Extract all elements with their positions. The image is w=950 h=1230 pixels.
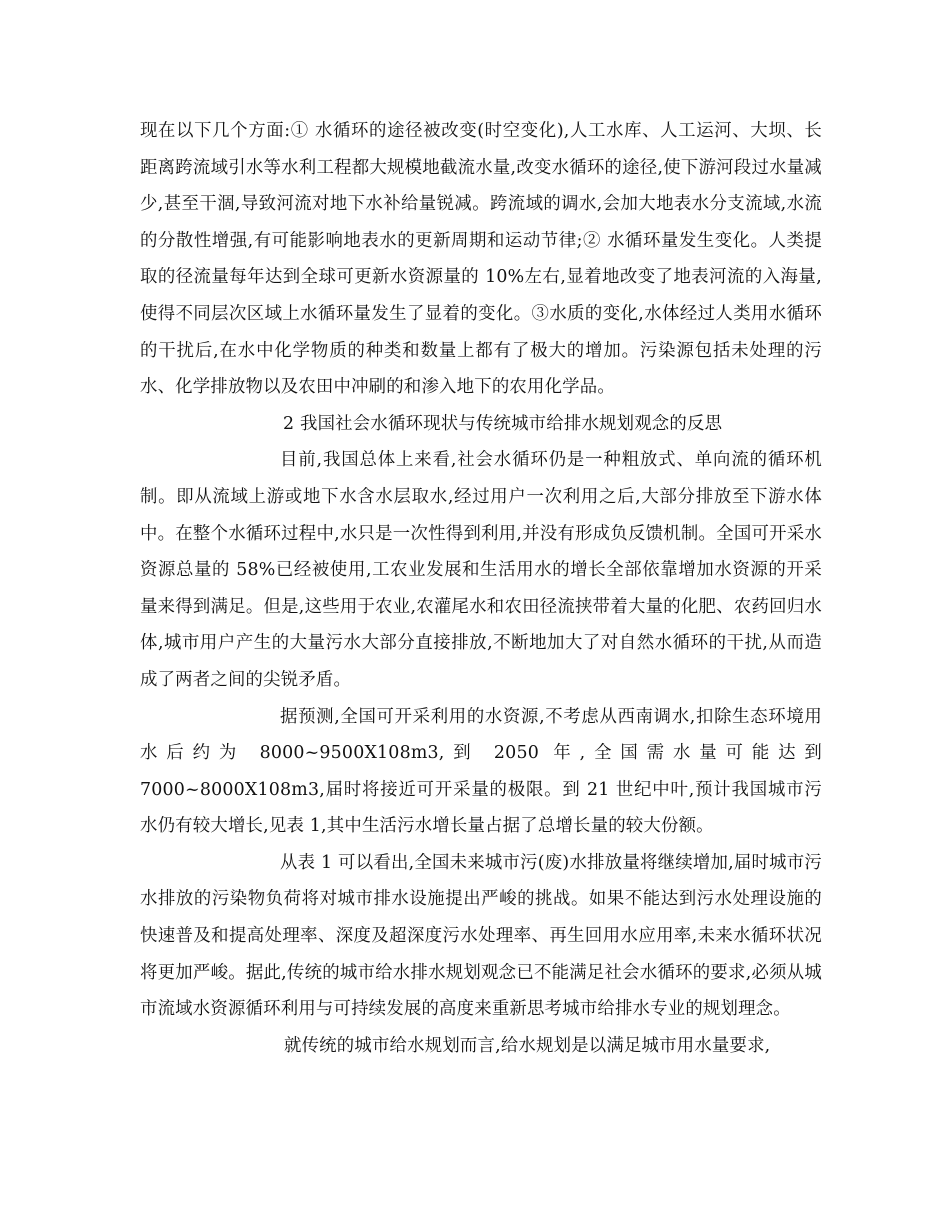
paragraph-table-analysis: 从表 1 可以看出,全国未来城市污(废)水排放量将继续增加,届时城市污水排放的污染物负荷将对城市排水设施提出严峻的挑战。如果不能达到污水处理设施的快速普及和提高处理率、深度及超深度污水处理率、再生回用水应用率,未来水循环状况将更加严峻。据此,传统的城市给水排水规划观念已不能满足社会水循环的要求,必须从城市流域水资源循环利用与可持续发展的高度来重新思考城市给排水专业的规划理念。 bbox=[140, 852, 822, 1020]
paragraph-forecast: 据预测,全国可开采利用的水资源,不考虑从西南调水,扣除生态环境用水后约为 8000~9500X108m3,到 2050 年,全国需水量可能达到 7000~8000X108m3,届时将接近可开采量的极限。到 21 世纪中叶,预计我国城市污水仍有较大增长,见表 1,其中生活污水增长量占据了总增长量的较大份额。 bbox=[140, 706, 822, 837]
document-body bbox=[140, 113, 822, 1064]
paragraph-current-status: 目前,我国总体上来看,社会水循环仍是一种粗放式、单向流的循环机制。即从流域上游或地下水含水层取水,经过用户一次利用之后,大部分排放至下游水体中。在整个水循环过程中,水只是一次性得到利用,并没有形成负反馈机制。全国可开采水资源总量的 58%已经被使用,工农业发展和生活用水的增长全部依靠增加水资源的开采量来得到满足。但是,这些用于农业,农灌尾水和农田径流挟带着大量的化肥、农药回归水体,城市用户产生的大量污水大部分直接排放,不断地加大了对自然水循环的干扰,从而造成了两者之间的尖锐矛盾。 bbox=[140, 450, 822, 690]
paragraph-water-supply-planning: 就传统的城市给水规划而言,给水规划是以满足城市用水量要求, bbox=[284, 1035, 771, 1056]
section-heading: 2 我国社会水循环现状与传统城市给排水规划观念的反思 bbox=[283, 413, 723, 434]
paragraph-water-cycle-impacts: 现在以下几个方面:① 水循环的途径被改变(时空变化),人工水库、人工运河、大坝、长距离跨流域引水等水利工程都大规模地截流水量,改变水循环的途径,使下游河段过水量减少,甚至干涸,导致河流对地下水补给量锐减。跨流域的调水,会加大地表水分支流域,水流的分散性增强,有可能影响地表水的更新周期和运动节律;② 水循环量发生变化。人类提取的径流量每年达到全球可更新水资源量的 10%左右,显着地改变了地表河流的入海量,使得不同层次区域上水循环量发生了显着的变化。③水质的变化,水体经过人类用水循环的干扰后,在水中化学物质的种类和数量上都有了极大的增加。污染源包括未处理的污水、化学排放物以及农田中冲刷的和渗入地下的农用化学品。 bbox=[140, 121, 822, 398]
